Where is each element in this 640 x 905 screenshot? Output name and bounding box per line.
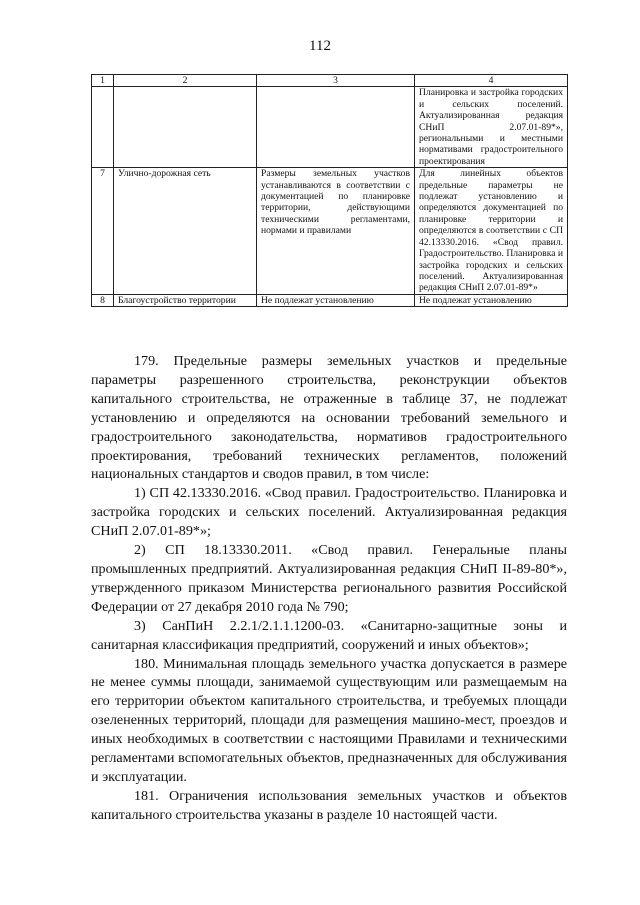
column-header: 1: [92, 75, 114, 87]
row-number: [92, 87, 114, 168]
paragraph-181: 181. Ограничения использования земельных участков и объектов капитального строительства указаны в разделе 10 настоящей части.: [91, 787, 567, 823]
column-header: 4: [415, 75, 568, 87]
table-row: [92, 168, 568, 294]
row-parameters: Не подлежат установлению: [415, 294, 568, 306]
list-item: 2) СП 18.13330.2011. «Свод правил. Генеральные планы промышленных предприятий. Актуализированная редакция СНиП II-89-80*», утвержденного приказом Министерства регионального развития Российской Федерации от 27 декабря 2010 года № 790;: [91, 542, 567, 615]
row-number: 8: [92, 294, 114, 306]
paragraph-180: 180. Минимальная площадь земельного участка допускается в размере не менее суммы площади, занимаемой существующим или размещаемым на его территории объектом капитального строительства, и требуемых площади озелененных территорий, площади для размещения машино-мест, проездов и иных необходимых в соответствии с настоящими Правилами и техническими регламентами вспомогательных объектов, предназначенных для обслуживания и эксплуатации.: [91, 655, 567, 785]
list-item: 3) СанПиН 2.2.1/2.1.1.1200-03. «Санитарно-защитные зоны и санитарная классификация предприятий, сооружений и иных объектов»;: [91, 617, 567, 653]
table-row: [92, 87, 568, 168]
regulations-table: [91, 74, 568, 307]
row-name: [114, 87, 257, 168]
table-row: [92, 294, 568, 306]
table-header-row: [92, 75, 568, 87]
paragraph-179: 179. Предельные размеры земельных участков и предельные параметры разрешенного строительства, реконструкции объектов капитального строительства, не отраженные в таблице 37, не подлежат установлению и определяются на основании требований земельного и градостроительного законодательства, нормативов градостроительного проектирования, требований технических регламентов, положений национальных стандартов и сводов правил, в том числе:: [91, 353, 567, 483]
page-number: 112: [309, 38, 331, 54]
column-header: 3: [257, 75, 415, 87]
row-name: Улично-дорожная сеть: [114, 168, 257, 294]
row-parameters: Для линейных объектов предельные параметры не подлежат установлению и определяются документацией по планировке территории и определяются в соответствии с СП 42.13330.2016. «Свод правил. Градостроительство. Планировка и застройка городских и сельских поселений. Актуализированная редакция СНиП 2.07.01-89*»: [415, 168, 568, 294]
row-name: Благоустройство территории: [114, 294, 257, 306]
row-land-size: Размеры земельных участков устанавливаются в соответствии с документацией по планировке территории, действующими техническими регламентами, нормами и правилами: [257, 168, 415, 294]
list-item: 1) СП 42.13330.2016. «Свод правил. Градостроительство. Планировка и застройка городских и сельских поселений. Актуализированная редакция СНиП 2.07.01-89*»;: [91, 485, 567, 540]
row-number: 7: [92, 168, 114, 294]
row-parameters: Планировка и застройка городских и сельских поселений. Актуализированная редакция СНиП 2.07.01-89*», региональными и местными нормативами градостроительного проектирования: [415, 87, 568, 168]
document-body: [91, 352, 567, 825]
column-header: 2: [114, 75, 257, 87]
row-land-size: [257, 87, 415, 168]
row-land-size: Не подлежат установлению: [257, 294, 415, 306]
